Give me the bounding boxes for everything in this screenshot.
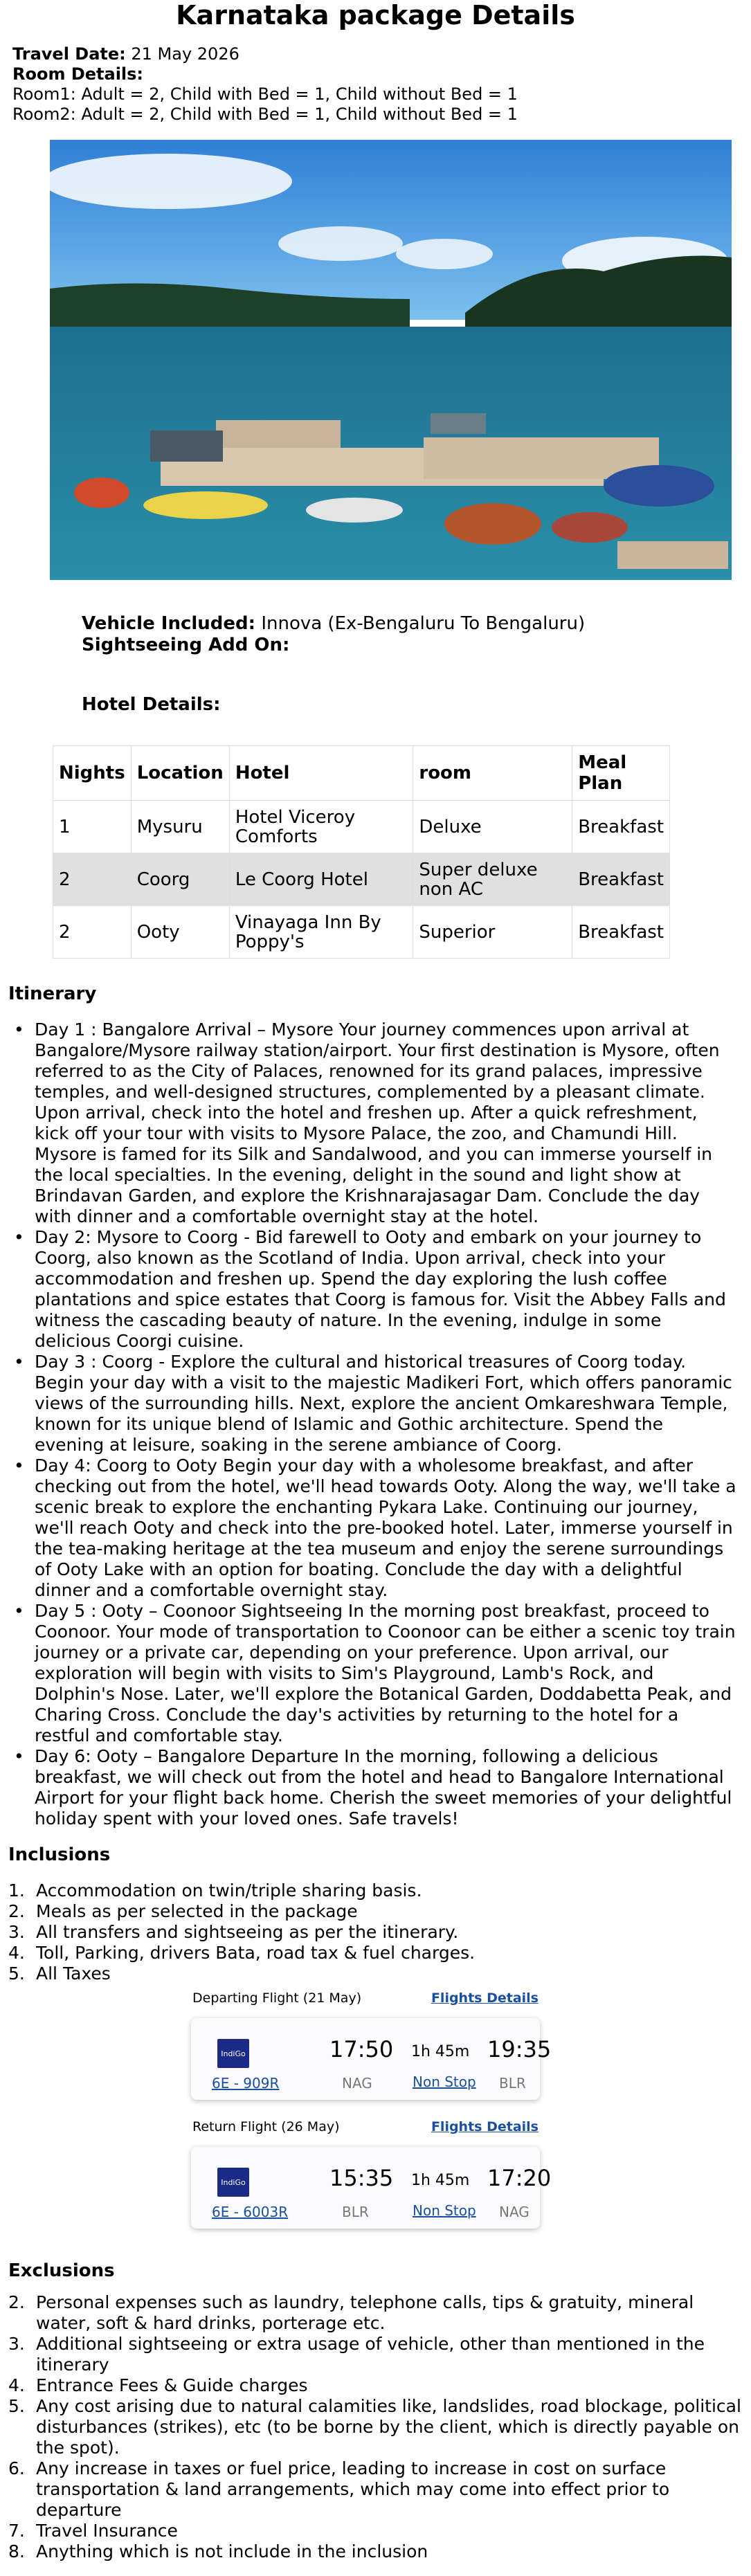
cell-room: Deluxe [413,801,572,853]
item-text: Meals as per selected in the package [36,1901,358,1921]
destination-photo [50,140,732,580]
list-item: • Day 6: Ooty – Bangalore Departure In the morning, following a delicious breakfast, we will check out from the hotel and head to Bangalore International Airport for your flight back home. Cherish the sweet memories of your delightful holiday spent with your loved ones. Safe travels! [35,1746,737,1829]
sightseeing-label: Sightseeing Add On: [82,635,290,655]
departure-time: 17:50 [329,2036,394,2062]
departing-flight-card [186,1985,552,2100]
flight-number-link[interactable]: 6E - 909R [212,2075,280,2092]
airline-logo: IndiGo [217,2039,249,2068]
table-row [53,906,670,959]
exclusions-heading: Exclusions [8,2260,115,2281]
cell-location: Mysuru [131,801,229,853]
list-item [8,2292,751,2334]
list-item [8,1963,751,1984]
cell-room: Super deluxe non AC [413,853,572,906]
cell-nights: 2 [53,906,132,959]
col-meal-plan: Meal Plan [572,746,670,801]
airline-logo: IndiGo [217,2168,249,2197]
arrival-airport: BLR [499,2075,526,2092]
travel-date-label: Travel Date: [12,44,126,64]
col-hotel: Hotel [229,746,413,801]
package-extras [82,613,751,656]
table-row [53,853,670,906]
flight-heading: Departing Flight (21 May) [192,1990,362,2006]
item-text: Anything which is not include in the inclusion [36,2541,428,2561]
item-number: 3. [8,2334,25,2354]
cell-nights: 1 [53,801,132,853]
flights-details-link[interactable]: Flights Details [431,2119,539,2134]
flight-card-header [186,2114,545,2140]
item-text: Accommodation on twin/triple sharing basis. [36,1880,422,1901]
list-item: • Day 5 : Ooty – Coonoor Sightseeing In the morning post breakfast, proceed to Coonoor. Your mode of transportation to Coonoor can be either a scenic toy train journey or a private car, depending on your preference. Upon arrival, our exploration will begin with visits to Sim's Playground, Lamb's Rock, and Dolphin's Nose. Later, we'll explore the Botanical Garden, Doddabetta Peak, and Charing Cross. Conclude the day's activities by returning to the hotel for a restful and comfortable stay. [35,1601,737,1746]
page-title: Karnataka package Details [176,0,575,30]
item-text: Any cost arising due to natural calamities like, landslides, road blockage, political disturbances (strikes), etc (to be borne by the client, which is directly payable on the spot). [36,2396,741,2458]
item-number: 7. [8,2521,25,2541]
stops-link[interactable]: Non Stop [413,2202,476,2219]
cell-location: Ooty [131,906,229,959]
flight-summary [191,2147,552,2229]
list-item [8,1943,751,1963]
list-item [8,1880,751,1901]
cell-hotel: Le Coorg Hotel [229,853,413,906]
list-item: • Day 4: Coorg to Ooty Begin your day with a wholesome breakfast, and after checking out from the hotel, we'll head towards Ooty. Along the way, we'll take a scenic break to explore the enchanting Pykara Lake. Continuing our journey, we'll reach Ooty and check into the pre-booked hotel. Later, immerse yourself in the tea-making heritage at the tea museum and enjoy the serene surroundings of Ooty Lake with an option for boating. Conclude the day with a delightful dinner and a comfortable overnight stay. [35,1455,737,1601]
list-item [8,2458,751,2521]
itinerary-heading: Itinerary [8,983,97,1004]
item-number: 4. [8,2375,25,2395]
list-item [8,2375,751,2396]
inclusions-list [0,1880,751,1984]
departure-airport: NAG [342,2075,372,2092]
inclusions-heading: Inclusions [8,1844,111,1865]
item-number: 3. [8,1922,25,1942]
exclusions-list [0,2292,751,2562]
vehicle-row [82,613,751,635]
hotel-details-heading: Hotel Details: [82,694,221,715]
col-room: room [413,746,572,801]
departure-airport: BLR [342,2204,369,2220]
col-nights: Nights [53,746,132,801]
flight-number-link[interactable]: 6E - 6003R [212,2204,289,2220]
flight-card-header [186,1985,545,2011]
flight-heading: Return Flight (26 May) [192,2119,340,2134]
item-number: 4. [8,1943,25,1963]
list-item: • Day 2: Mysore to Coorg - Bid farewell to Ooty and embark on your journey to Coorg, also known as the Scotland of India. Upon arrival, check into your accommodation and freshen up. Spend the day exploring the lush coffee plantations and spice estates that Coorg is famous for. Visit the Abbey Falls and witness the cascading beauty of nature. In the evening, indulge in some delicious Coorgi cuisine. [35,1227,737,1352]
cell-location: Coorg [131,853,229,906]
col-location: Location [131,746,229,801]
list-item [8,1922,751,1943]
hotel-table [53,745,670,959]
departure-time: 15:35 [329,2165,394,2191]
hotel-table-header [53,746,670,801]
room-2: Room2: Adult = 2, Child with Bed = 1, Child without Bed = 1 [12,105,518,124]
cell-hotel: Hotel Viceroy Comforts [229,801,413,853]
item-text: All Taxes [36,1963,111,1984]
booking-summary [0,29,751,125]
flight-duration: 1h 45m [411,2043,470,2060]
cell-meal-plan: Breakfast [572,906,670,959]
table-row [53,801,670,853]
list-item [8,2396,751,2458]
travel-date-value: 21 May 2026 [131,44,239,64]
item-number: 8. [8,2541,25,2561]
list-item [8,2541,751,2562]
arrival-time: 19:35 [487,2036,552,2062]
cell-meal-plan: Breakfast [572,801,670,853]
flight-duration: 1h 45m [411,2172,470,2189]
arrival-time: 17:20 [487,2165,552,2191]
item-number: 5. [8,1963,25,1984]
item-number: 2. [8,2292,25,2312]
stops-link[interactable]: Non Stop [413,2074,476,2090]
list-item: • Day 1 : Bangalore Arrival – Mysore Your journey commences upon arrival at Bangalore/Mysore railway station/airport. Your first destination is Mysore, often referred to as the City of Palaces, renowned for its grand palaces, impressive temples, and well-designed structures, complemented by a pleasant climate. Upon arrival, check into the hotel and freshen up. After a quick refreshment, kick off your tour with visits to Mysore Palace, the zoo, and Chamundi Hill. Mysore is famed for its Silk and Sandalwood, and you can immerse yourself in the local specialties. In the evening, delight in the sound and light show at Brindavan Garden, and explore the Krishnarajasagar Dam. Conclude the day with dinner and a comfortable overnight stay at the hotel. [35,1019,737,1227]
item-number: 2. [8,1901,25,1921]
travel-date-row [12,44,751,64]
list-item: • Day 3 : Coorg - Explore the cultural and historical treasures of Coorg today. Begin your day with a visit to the majestic Madikeri Fort, which offers panoramic views of the surrounding hills. Next, explore the ancient Omkareshwara Temple, known for its unique blend of Islamic and Gothic architecture. Spend the evening at leisure, soaking in the serene ambiance of Coorg. [35,1352,737,1455]
return-flight-card [186,2114,552,2229]
cell-hotel: Vinayaga Inn By Poppy's [229,906,413,959]
room-1: Room1: Adult = 2, Child with Bed = 1, Child without Bed = 1 [12,84,518,104]
list-item [8,2334,751,2375]
exclusions-section [0,2260,751,2562]
item-text: Any increase in taxes or fuel price, leading to increase in cost on surface transportation & land arrangements, which may come into effect prior to departure [36,2458,670,2520]
vehicle-label: Vehicle Included: [82,613,256,634]
list-item [8,2521,751,2541]
item-text: Entrance Fees & Guide charges [36,2375,308,2395]
room-details-label: Room Details: [12,64,144,84]
cell-room: Superior [413,906,572,959]
cell-nights: 2 [53,853,132,906]
item-text: Toll, Parking, drivers Bata, road tax & fuel charges. [36,1943,476,1963]
cell-meal-plan: Breakfast [572,853,670,906]
itinerary-list [0,1019,751,1829]
item-text: All transfers and sightseeing as per the itinerary. [36,1922,459,1942]
item-number: 5. [8,2396,25,2416]
item-number: 1. [8,1880,25,1901]
arrival-airport: NAG [499,2204,530,2220]
flight-summary [191,2018,552,2100]
vehicle-value: Innova (Ex-Bengaluru To Bengaluru) [261,613,586,634]
item-text: Travel Insurance [36,2521,178,2541]
list-item [8,1901,751,1922]
item-number: 6. [8,2458,25,2478]
item-text: Personal expenses such as laundry, telephone calls, tips & gratuity, mineral water, soft & hard drinks, porterage etc. [36,2292,694,2333]
item-text: Additional sightseeing or extra usage of vehicle, other than mentioned in the itinerary [36,2334,705,2375]
flights-details-link[interactable]: Flights Details [431,1990,539,2006]
